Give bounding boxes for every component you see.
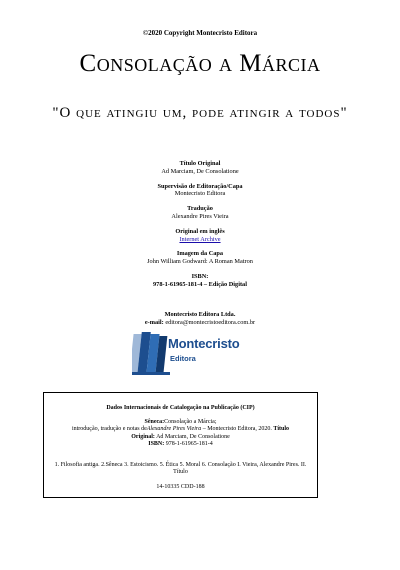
logo-wordmark: Montecristo (168, 336, 240, 351)
cip-record (52, 419, 309, 449)
cip-original-value: Ad Marciam, De Consolatione (156, 433, 230, 440)
supervision-block (0, 183, 400, 199)
cip-classification: 14-10335 CDD-188 (156, 484, 205, 490)
cip-work: Consolação a Márcia; (164, 419, 217, 425)
supervision-label: Supervisão de Editoração/Capa (157, 182, 243, 190)
cover-image-block (0, 250, 400, 266)
cip-isbn-value: 978-1-61965-181-4 (165, 441, 213, 448)
original-title-label: Título Original (179, 160, 221, 167)
montecristo-logo (132, 330, 272, 380)
isbn-label: ISBN: (191, 272, 209, 280)
cip-subjects: 1. Filosofia antiga. 2.Sêneca 3. Estoicismo. 5. Ética 5. Moral 6. Consolação I. Vieira, Alexandre Pires. II. Título (54, 462, 307, 476)
original-english-block (0, 228, 400, 244)
original-title-block (0, 160, 400, 176)
isbn-value: 978-1-61965-181-4 – Edição Digital (153, 280, 247, 288)
email-label: e-mail: (144, 318, 164, 326)
cover-image-value: John William Godward: A Roman Matron (147, 258, 253, 266)
cip-isbn-label: ISBN: (148, 441, 165, 448)
cover-image-label: Imagem da Capa (176, 250, 224, 258)
supervision-value: Montecristo Editora (174, 190, 226, 198)
email-value: editora@montecristoeditora.com.br (165, 318, 256, 326)
publisher-email-line (145, 319, 255, 326)
translation-label: Tradução (187, 205, 213, 213)
epigraph-quote: "O que atingiu um, pode atingir a todos" (52, 105, 348, 121)
isbn-block (0, 273, 400, 289)
internet-archive-link[interactable]: Internet Archive (179, 235, 221, 243)
publisher-info (0, 311, 400, 327)
copyright-notice: ©2020 Copyright Montecristo Editora (142, 29, 258, 37)
cip-translator: Alexandre Pires Vieira (146, 426, 202, 433)
publisher-name: Montecristo Editora Ltda. (164, 311, 236, 318)
book-stack-icon (132, 330, 172, 376)
cip-author: Sêneca: (144, 419, 165, 425)
cip-title: Dados Internacionais de Catalogação na Publicação (CIP) (106, 405, 255, 411)
logo-subtitle: Editora (170, 354, 196, 363)
cip-intro-suffix: – Montecristo Editora, 2020. (202, 426, 272, 433)
original-title-value: Ad Marciam, De Consolatione (161, 167, 239, 175)
translation-block (0, 205, 400, 221)
credits-section (0, 160, 400, 297)
translation-value: Alexandre Pires Vieira (171, 212, 229, 220)
book-title: Consolação a Márcia (79, 50, 321, 77)
cip-original-label: Original: (131, 433, 155, 440)
original-english-label: Original em inglês (175, 227, 225, 235)
cip-title-label: Título (273, 426, 290, 433)
cip-catalog-box (43, 392, 318, 498)
cip-intro-prefix: introdução, tradução e notas de (71, 426, 147, 433)
